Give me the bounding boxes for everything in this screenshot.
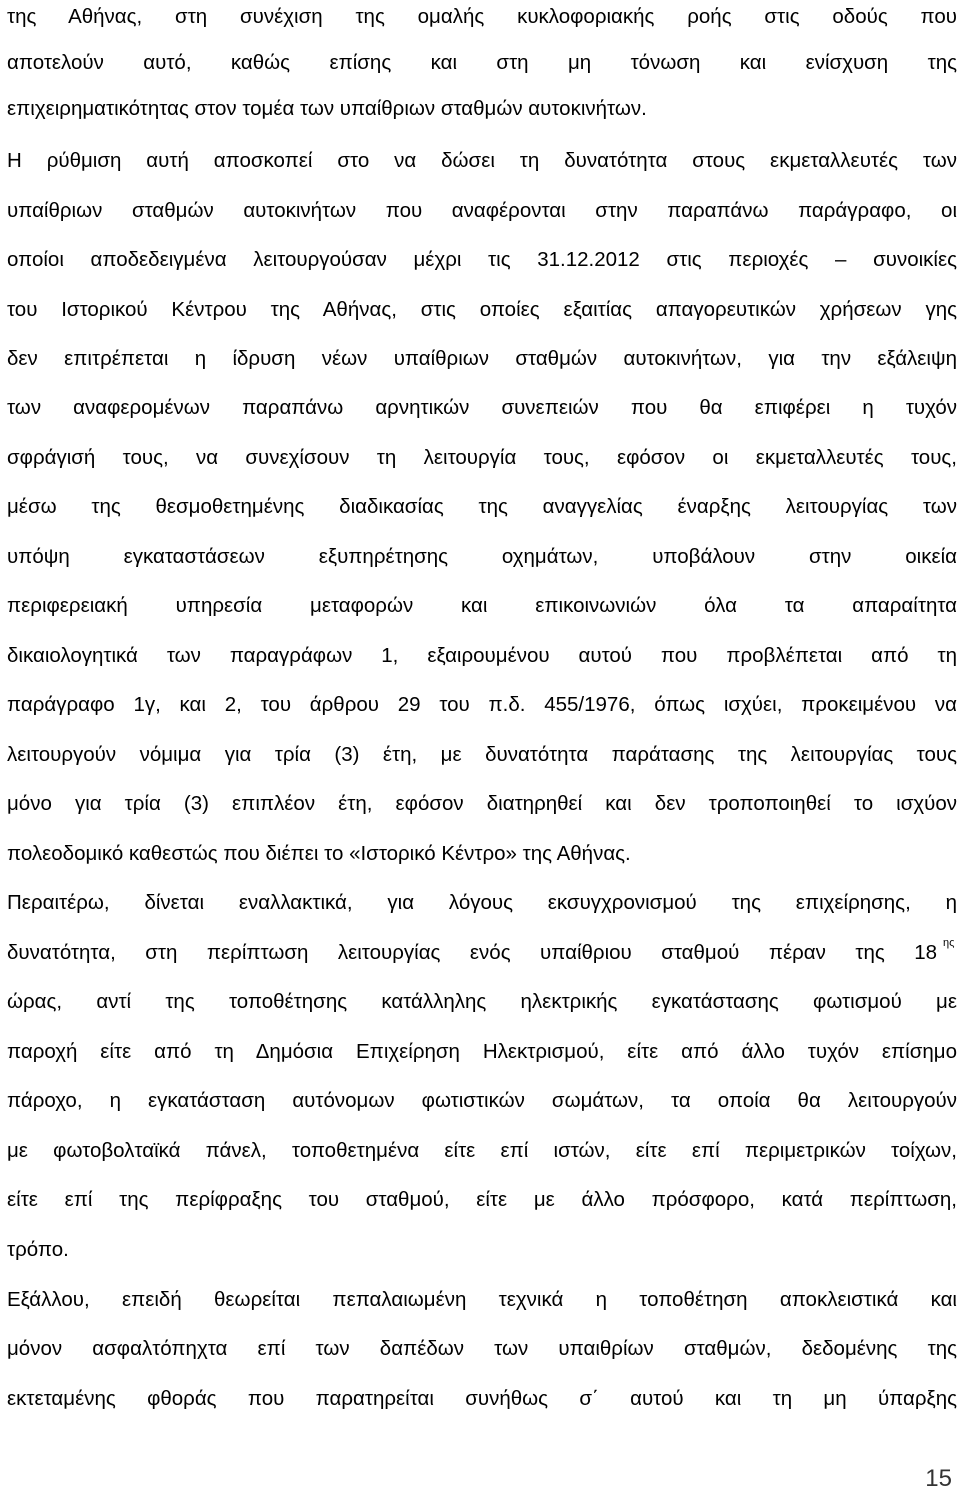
text-line: Περαιτέρω, δίνεται εναλλακτικά, για λόγους εκσυγχρονισμού της επιχείρησης, η (7, 891, 957, 914)
text-line: περιφερειακή υπηρεσία μεταφορών και επικοινωνιών όλα τα απαραίτητα (7, 594, 957, 617)
text-line: μέσω της θεσμοθετημένης διαδικασίας της αναγγελίας έναρξης λειτουργίας των (7, 495, 957, 518)
text-line: αποτελούν αυτό, καθώς επίσης και στη μη τόνωση και ενίσχυση της (7, 51, 957, 74)
text-line: υπόψη εγκαταστάσεων εξυπηρέτησης οχημάτων, υποβάλουν στην οικεία (7, 545, 957, 568)
text-line: μόνον ασφαλτόπηχτα επί των δαπέδων των υπαιθρίων σταθμών, δεδομένης της (7, 1337, 957, 1360)
superscript: ης (943, 937, 955, 949)
text-line: πάροχο, η εγκατάσταση αυτόνομων φωτιστικών σωμάτων, τα οποία θα λειτουργούν (7, 1089, 957, 1112)
text-line: τρόπο. (7, 1238, 69, 1261)
text-line: των αναφερομένων παραπάνω αρνητικών συνεπειών που θα επιφέρει η τυχόν (7, 396, 957, 419)
page-number: 15 (925, 1465, 952, 1492)
text-line: πολεοδομικό καθεστώς που διέπει το «Ιστορικό Κέντρο» της Αθήνας. (7, 842, 631, 865)
text-line: ώρας, αντί της τοποθέτησης κατάλληλης ηλεκτρικής εγκατάστασης φωτισμού με (7, 990, 957, 1013)
text-line-body: δυνατότητα, στη περίπτωση λειτουργίας ενός υπαίθριου σταθμού πέραν της 18 (7, 941, 937, 964)
text-line: σφράγισή τους, να συνεχίσουν τη λειτουργία τους, εφόσον οι εκμεταλλευτές τους, (7, 446, 957, 469)
text-line: είτε επί της περίφραξης του σταθμού, είτε με άλλο πρόσφορο, κατά περίπτωση, (7, 1188, 957, 1211)
text-line: εκτεταμένης φθοράς που παρατηρείται συνήθως σ΄ αυτού και τη μη ύπαρξης (7, 1387, 957, 1410)
text-line: της Αθήνας, στη συνέχιση της ομαλής κυκλοφοριακής ροής στις οδούς που (7, 5, 957, 28)
text-line: με φωτοβολταϊκά πάνελ, τοποθετημένα είτε επί ιστών, είτε επί περιμετρικών τοίχων, (7, 1139, 957, 1162)
text-line: Η ρύθμιση αυτή αποσκοπεί στο να δώσει τη δυνατότητα στους εκμεταλλευτές των (7, 149, 957, 172)
text-line: παράγραφο 1γ, και 2, του άρθρου 29 του π.δ. 455/1976, όπως ισχύει, προκειμένου να (7, 693, 957, 716)
text-line: μόνο για τρία (3) επιπλέον έτη, εφόσον διατηρηθεί και δεν τροποποιηθεί το ισχύον (7, 792, 957, 815)
text-line: δικαιολογητικά των παραγράφων 1, εξαιρουμένου αυτού που προβλέπεται από τη (7, 644, 957, 667)
text-line (7, 938, 937, 968)
text-line: του Ιστορικού Κέντρου της Αθήνας, στις οποίες εξαιτίας απαγορευτικών χρήσεων γης (7, 298, 957, 321)
text-line: επιχειρηματικότητας στον τομέα των υπαίθριων σταθμών αυτοκινήτων. (7, 97, 647, 120)
text-line: παροχή είτε από τη Δημόσια Επιχείρηση Ηλεκτρισμού, είτε από άλλο τυχόν επίσημο (7, 1040, 957, 1063)
text-line: δεν επιτρέπεται η ίδρυση νέων υπαίθριων σταθμών αυτοκινήτων, για την εξάλειψη (7, 347, 957, 370)
text-line: Εξάλλου, επειδή θεωρείται πεπαλαιωμένη τεχνικά η τοποθέτηση αποκλειστικά και (7, 1288, 957, 1311)
text-line: λειτουργούν νόμιμα για τρία (3) έτη, με δυνατότητα παράτασης της λειτουργίας τους (7, 743, 957, 766)
text-line: υπαίθριων σταθμών αυτοκινήτων που αναφέρονται στην παραπάνω παράγραφο, οι (7, 199, 957, 222)
text-line: οποίοι αποδεδειγμένα λειτουργούσαν μέχρι τις 31.12.2012 στις περιοχές – συνοικίες (7, 248, 957, 271)
